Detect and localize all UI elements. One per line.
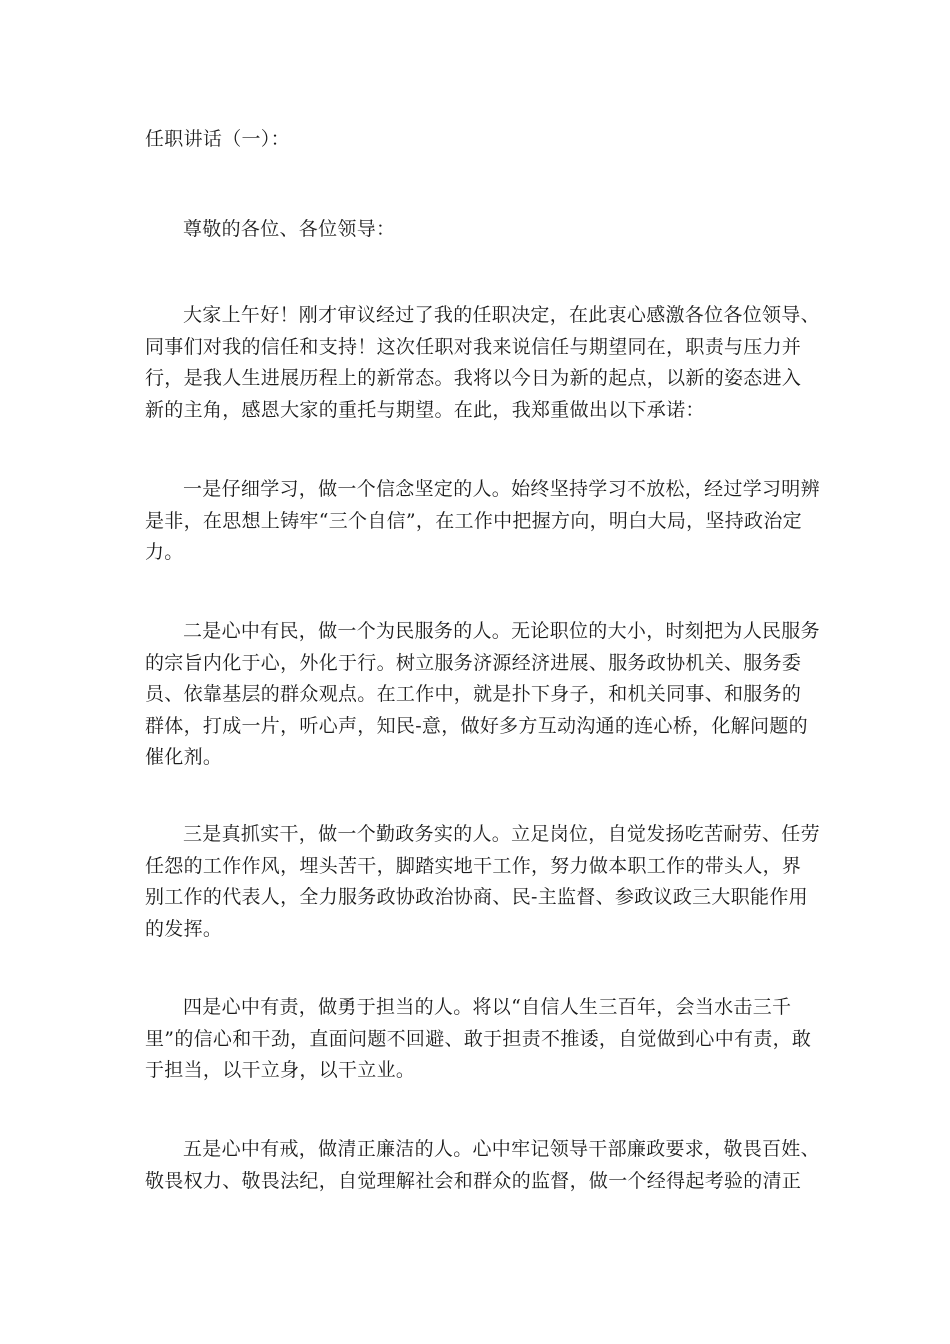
paragraph-pledge-2: 二是心中有民，做一个为民服务的人。无论职位的大小，时刻把为人民服务的宗旨内化于心，外化于行。树立服务济源经济进展、服务政协机关、服务委员、依靠基层的群众观点。在工作中，就是扑下身子，和机关同事、和服务的群体，打成一片，听心声，知民-意，做好多方互动沟通的连心桥，化解问题的催化剂。 (145, 620, 820, 768)
paragraph-pledge-1: 一是仔细学习，做一个信念坚定的人。始终坚持学习不放松，经过学习明辨是非，在思想上铸牢“三个自信”，在工作中把握方向，明白大局，坚持政治定力。 (145, 478, 820, 563)
paragraph-pledge-5: 五是心中有戒，做清正廉洁的人。心中牢记领导干部廉政要求，敬畏百姓、敬畏权力、敬畏法纪，自觉理解社会和群众的监督，做一个经得起考验的清正 (145, 1138, 820, 1192)
paragraph-pledge-3: 三是真抓实干，做一个勤政务实的人。立足岗位，自觉发扬吃苦耐劳、任劳任怨的工作作风，埋头苦干，脚踏实地干工作，努力做本职工作的带头人，界别工作的代表人，全力服务政协政治协商、民-主监督、参政议政三大职能作用的发挥。 (145, 823, 820, 940)
paragraph-opening: 大家上午好！刚才审议经过了我的任职决定，在此衷心感激各位各位领导、同事们对我的信任和支持！这次任职对我来说信任与期望同在，职责与压力并行，是我人生进展历程上的新常态。我将以今日为新的起点，以新的姿态进入新的主角，感恩大家的重托与期望。在此，我郑重做出以下承诺： (145, 304, 820, 421)
greeting: 尊敬的各位、各位领导： (183, 218, 396, 240)
paragraph-pledge-4: 四是心中有责，做勇于担当的人。将以“自信人生三百年，会当水击三千里”的信心和干劲，直面问题不回避、敢于担责不推诿，自觉做到心中有责，敢于担当，以干立身，以干立业。 (145, 996, 812, 1081)
document-title: 任职讲话（一）： (145, 128, 290, 150)
